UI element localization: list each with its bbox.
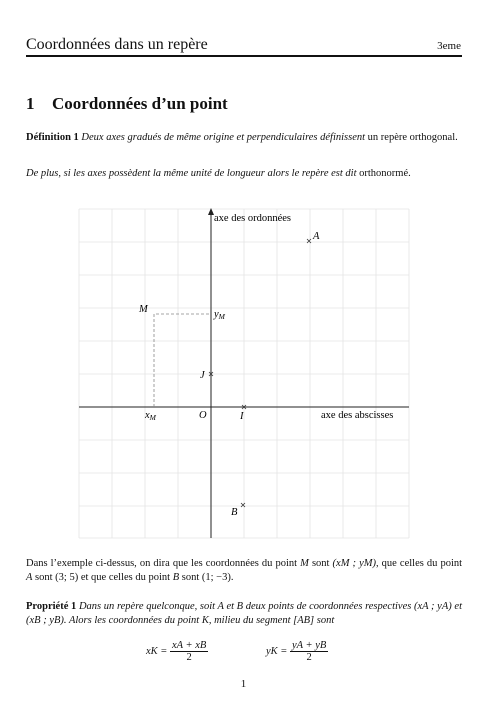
point-A-label: A [313, 231, 320, 242]
example-point-A: A [26, 572, 33, 583]
example-text-6: sont (1; −3). [181, 572, 234, 583]
example-text-4: celles du point [399, 558, 463, 569]
section-title: Coordonnées d’un point [52, 94, 228, 113]
definition-text: Deux axes gradués de même origine et perpendiculaires définissent [81, 132, 366, 143]
unit-x-label: I [240, 411, 244, 422]
example-coords-M: (xM ; yM) [332, 558, 376, 569]
yM-sub: M [218, 312, 225, 321]
formula-yK-denominator: 2 [306, 652, 312, 663]
followup-tail: orthonormé. [359, 168, 411, 179]
example-point-M: M [300, 558, 309, 569]
yM-base: y [214, 309, 219, 320]
xM-sub: M [149, 413, 156, 422]
definition-tail: un repère orthogonal. [367, 132, 458, 143]
property-paragraph [26, 600, 462, 628]
formula-yK-numerator: yA + yB [292, 640, 327, 651]
point-B-label: B [231, 507, 238, 518]
example-text-1: Dans l’exemple ci-dessus, on dira que les coordonnées du point [26, 558, 298, 569]
followup-text: De plus, si les axes possèdent la même unité de longueur alors le repère est dit [26, 168, 357, 179]
xM-base: x [145, 410, 150, 421]
definition-label: Définition 1 [26, 132, 79, 143]
example-text-3: , que [375, 558, 397, 569]
formula-xK [146, 640, 208, 663]
document-title: Coordonnées dans un repère [26, 36, 208, 53]
section-number: 1 [26, 94, 35, 113]
xM-label [144, 410, 157, 422]
formula-xK-numerator: xA + xB [172, 640, 207, 651]
yM-label [213, 309, 226, 321]
formula-xK-lhs: xK = [146, 645, 168, 657]
example-point-B: B [172, 572, 180, 583]
point-M-label: M [139, 304, 148, 315]
property-label: Propriété 1 [26, 601, 77, 612]
formula-xK-fraction [170, 640, 208, 663]
class-level: 3eme [437, 40, 461, 52]
formula-yK [266, 640, 328, 663]
formula-yK-lhs: yK = [266, 645, 288, 657]
example-text-5: sont (3; 5) et que celles du point [35, 572, 171, 583]
formula-xK-denominator: 2 [186, 652, 192, 663]
x-axis-label: axe des abscisses [321, 410, 394, 421]
example-text-2: sont [311, 558, 330, 569]
projection-lines [154, 314, 211, 407]
origin-label: O [199, 410, 207, 421]
y-axis-label: axe des ordonnées [214, 213, 291, 224]
page-number: 1 [240, 678, 247, 690]
property-text: Dans un repère quelconque, soit A et B deux points de coordonnées respectives (xA ; yA) et (xB ; yB). Alors les coordonnées du point K, milieu du segment [AB] sont [26, 601, 462, 626]
unit-y-label: J [200, 370, 205, 381]
grid [79, 209, 409, 538]
formula-yK-fraction [290, 640, 328, 663]
example-paragraph [26, 557, 462, 585]
